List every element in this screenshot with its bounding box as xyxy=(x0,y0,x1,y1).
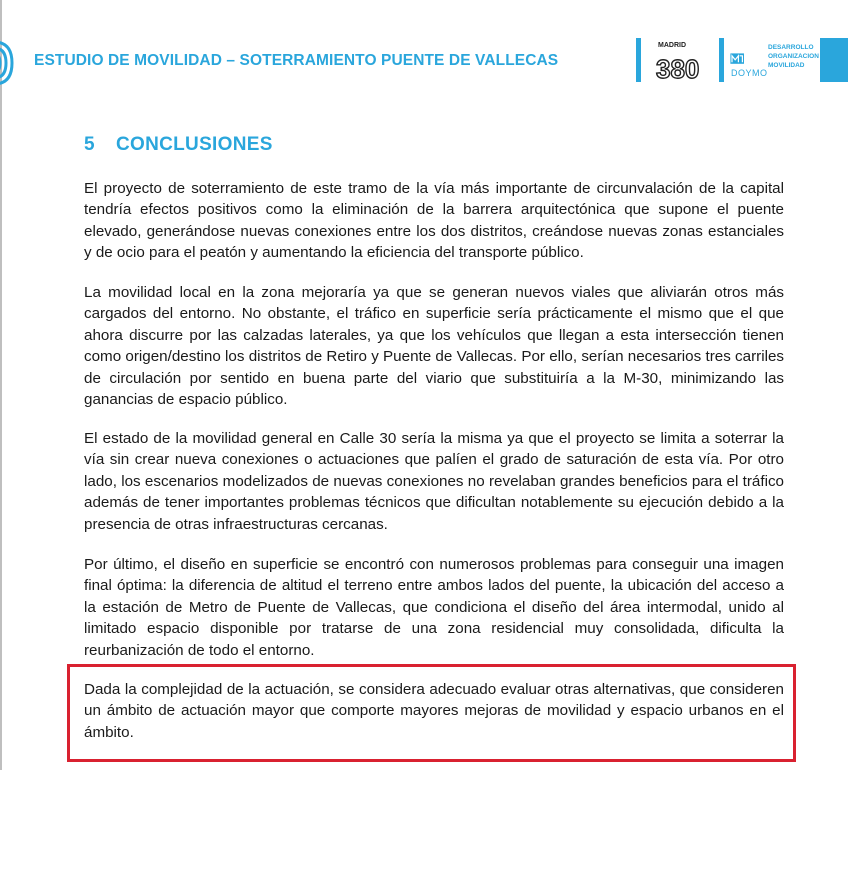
doymo-divider-bar xyxy=(719,38,724,82)
page-left-border xyxy=(0,0,2,770)
section-heading xyxy=(84,134,273,156)
highlighted-paragraph: Dada la complejidad de la actuación, se considera adecuado evaluar otras alternativas, que consideren un ámbito de actuación mayor que comporte mayores mejoras de movilidad y espacio urbanos en el ámbito. xyxy=(84,681,784,741)
madrid-logo-label: MADRID xyxy=(658,42,686,49)
doymo-line-3: MOVILIDAD xyxy=(768,62,805,69)
doymo-line-1: DESARROLLO xyxy=(768,44,814,51)
left-logo-icon xyxy=(0,38,16,88)
doymo-line-2: ORGANIZACION xyxy=(768,53,819,60)
doymo-name: DOYMO xyxy=(731,68,768,78)
paragraph-2: La movilidad local en la zona mejoraría ya que se generan nuevos viales que aliviarán otros más cargados del entorno. No obstante, el tráfico en superficie sería prácticamente el mismo que el que ahora discurre por las calzadas laterales, ya que los vehículos que llegan a esta intersección tienen como origen/destino los distritos de Retiro y Puente de Vallecas. Por ello, serían necesarios tres carriles de circulación por sentido en buena parte del viario que substituiría a la M-30, minimizando las ganancias de espacio público. xyxy=(84,284,784,409)
paragraph-1: El proyecto de soterramiento de este tramo de la vía más importante de circunvalación de la capital tendría efectos positivos como la eliminación de la barrera arquitectónica que supone el puente elevado, generándose nuevas conexiones entre los dos distritos, creándose nuevas zonas estanciales y de ocio para el peatón y aumentando la eficiencia del transporte público. xyxy=(84,180,784,262)
section-number: 5 xyxy=(84,134,95,155)
madrid-calle30-logo xyxy=(653,38,701,84)
paragraph-3: El estado de la movilidad general en Calle 30 sería la misma ya que el proyecto se limita a soterrar la vía sin crear nueva conexiones o actuaciones que palíen el grado de saturación de esta vía. Por otro lado, los escenarios modelizados de nuevas conexiones no revelaban grandes beneficios para el tráfico además de tener importantes problemas técnicos que dificultan notablemente su ejecución debido a la presencia de otras infraestructuras cercanas. xyxy=(84,430,784,533)
header-right-bar xyxy=(820,38,848,82)
doymo-tagline xyxy=(768,43,819,70)
header-divider-bar xyxy=(636,38,641,82)
paragraph-4: Por último, el diseño en superficie se encontró con numerosos problemas para conseguir una imagen final óptima: la diferencia de altitud el terreno entre ambos lados del puente, la ubicación del acceso a la estación de Metro de Puente de Vallecas, que condiciona el diseño del área intermodal, unido al limitado espacio disponible por tratarse de una zona residencial muy consolidada, dificulta la reurbanización de todo el entorno. xyxy=(84,556,784,659)
section-title: CONCLUSIONES xyxy=(116,134,273,155)
madrid-logo-number: 380 xyxy=(656,54,700,84)
header-title: ESTUDIO DE MOVILIDAD – SOTERRAMIENTO PUENTE DE VALLECAS xyxy=(34,52,559,69)
